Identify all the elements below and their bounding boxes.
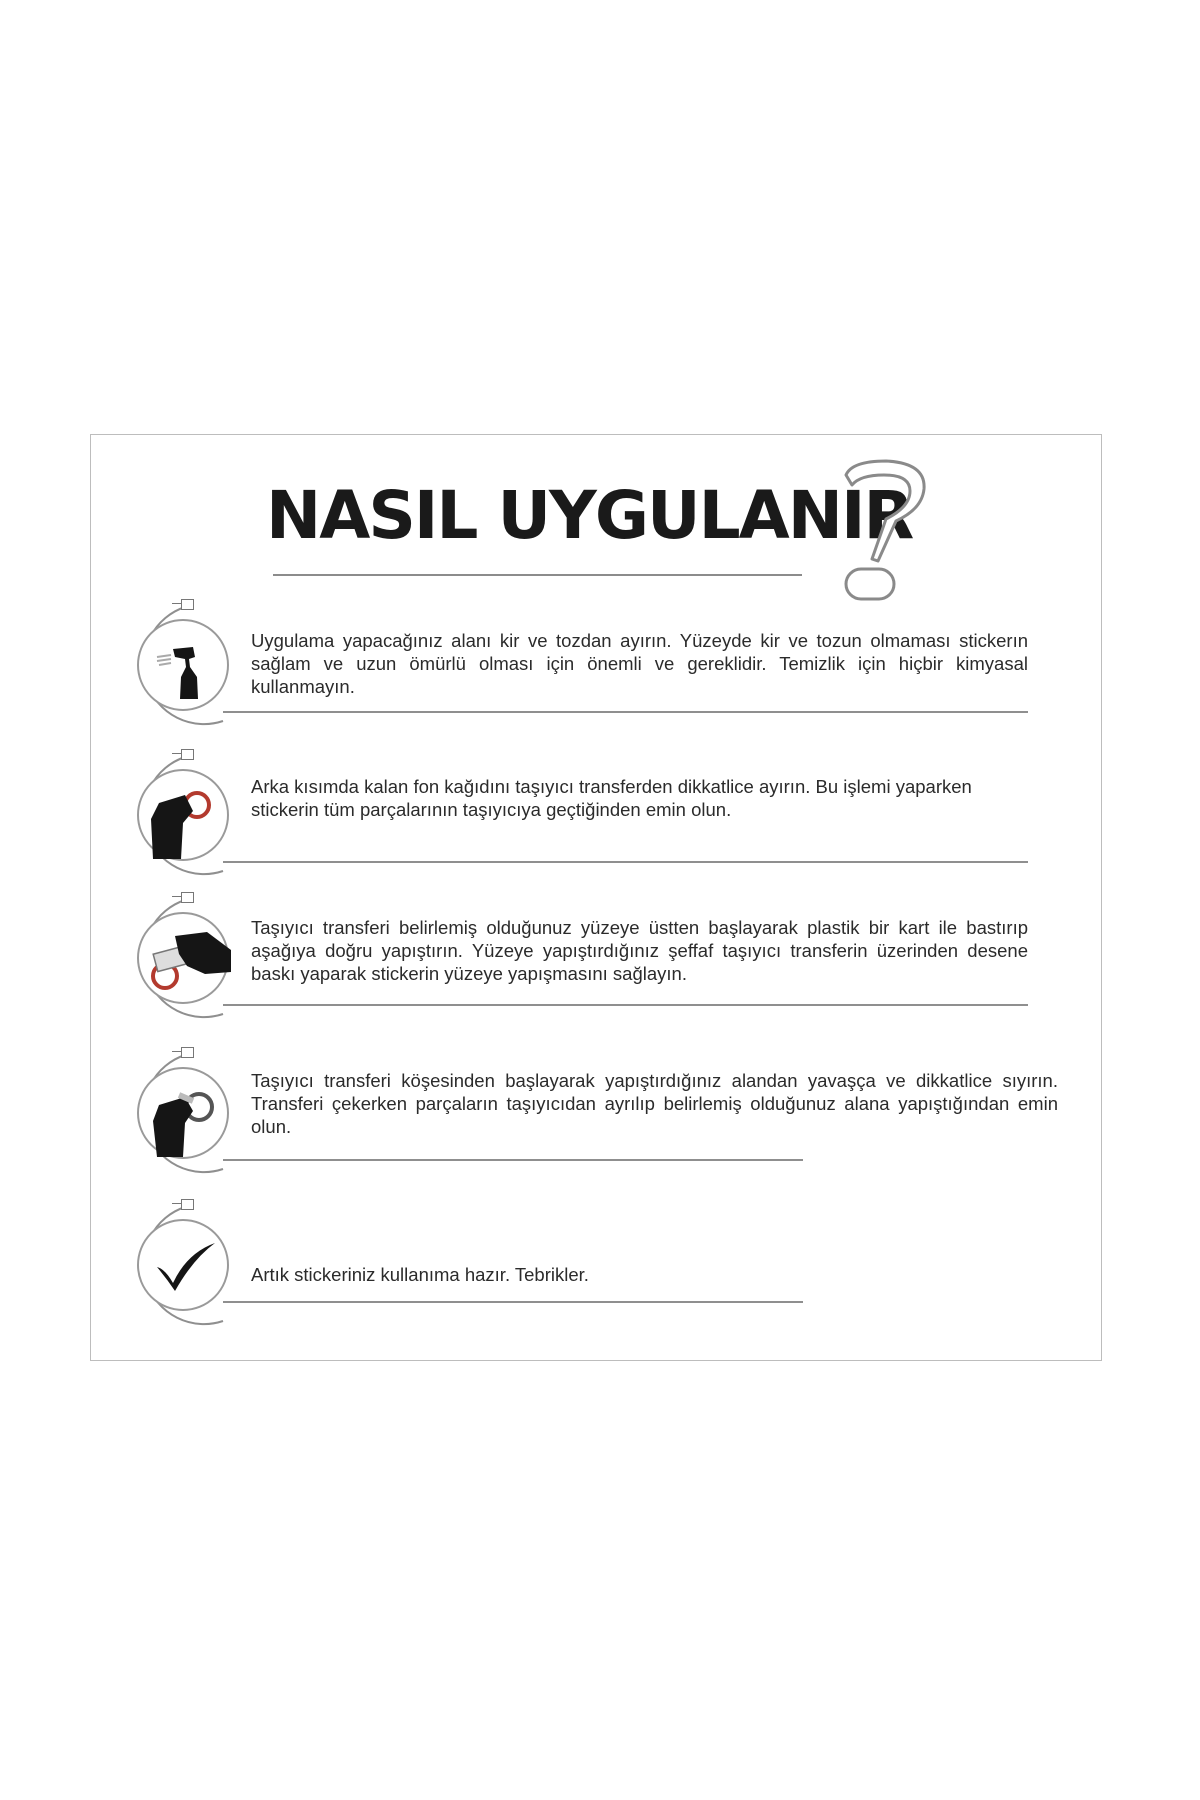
step-marker	[181, 749, 194, 760]
step-5-text: Artık stickeriniz kullanıma hazır. Tebrikler.	[251, 1264, 589, 1285]
checkmark-icon	[135, 1217, 231, 1313]
instructions-card	[90, 434, 1102, 1361]
step-marker	[181, 892, 194, 903]
question-mark-icon	[834, 457, 934, 607]
step-1-text: Uygulama yapacağınız alanı kir ve tozdan ayırın. Yüzeyde kir ve tozun olmaması stickerın sağlam ve uzun ömürlü olması için önemli ve gereklidir. Temizlik için hiçbir kimyasal kullanmayın.	[251, 630, 1028, 697]
step-4-divider	[223, 1159, 803, 1161]
peel-backing-icon	[135, 767, 231, 863]
page-title: NASIL UYGULANIR	[266, 477, 913, 554]
title-divider	[273, 574, 802, 576]
press-card-icon	[135, 910, 231, 1006]
step-3-text: Taşıyıcı transferi belirlemiş olduğunuz yüzeye üstten başlayarak plastik bir kart ile bastırıp aşağıya doğru yapıştırın. Yüzeye yapıştırdığınız şeffaf taşıyıcı transferin üzerinden desene baskı yaparak stickerin yüzeye yapışmasını sağlayın.	[251, 917, 1028, 984]
step-1-divider	[223, 711, 1028, 713]
step-marker	[181, 599, 194, 610]
peel-transfer-icon	[135, 1065, 231, 1161]
step-2-text: Arka kısımda kalan fon kağıdını taşıyıcı transferden dikkatlice ayırın. Bu işlemi yaparken stickerin tüm parçalarının taşıyıcıya geçtiğinden emin olun.	[251, 776, 972, 820]
step-4-text: Taşıyıcı transferi köşesinden başlayarak yapıştırdığınız alandan yavaşça ve dikkatlice sıyırın. Transferi çekerken parçaların taşıyıcıdan ayrılıp belirlemiş olduğunuz alana yapıştığından emin olun.	[251, 1070, 1058, 1137]
step-marker	[181, 1199, 194, 1210]
step-3-divider	[223, 1004, 1028, 1006]
spray-bottle-icon	[135, 617, 231, 713]
step-2-divider	[223, 861, 1028, 863]
step-5-divider	[223, 1301, 803, 1303]
step-marker	[181, 1047, 194, 1058]
